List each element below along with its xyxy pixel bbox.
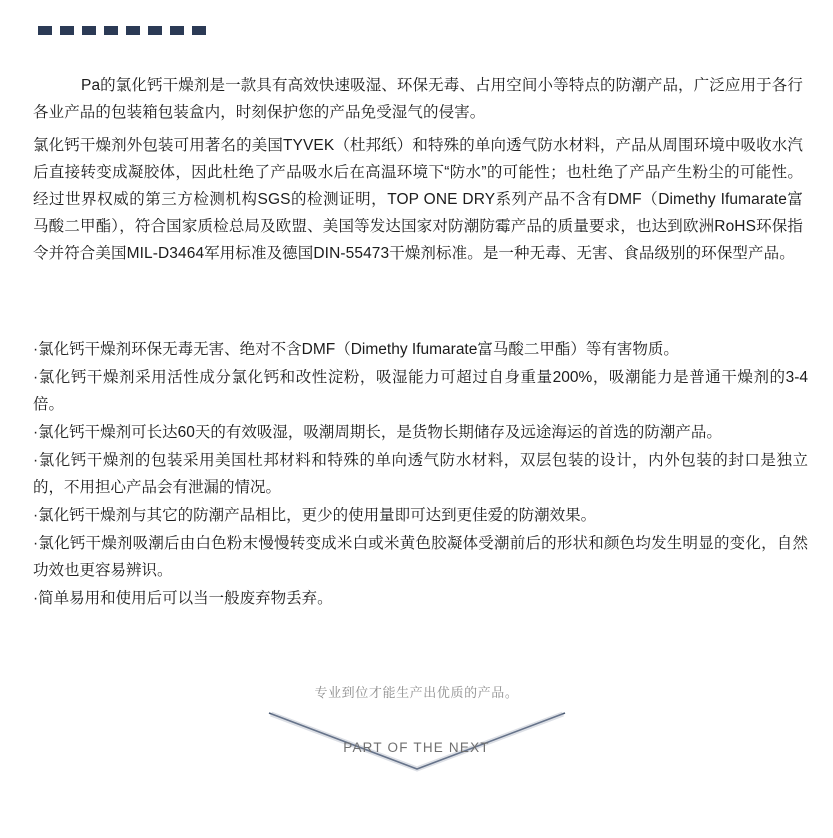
list-item: ·氯化钙干燥剂环保无毒无害、绝对不含DMF（Dimethy Ifumarate富马酸二甲酯）等有害物质。: [33, 341, 679, 358]
dash-mark-7: [170, 26, 184, 35]
dash-mark-4: [104, 26, 118, 35]
dash-mark-8: [192, 26, 206, 35]
feature-list: [33, 336, 808, 613]
list-item: ·氯化钙干燥剂采用活性成分氯化钙和改性淀粉，吸湿能力可超过自身重量200%，吸潮能力是普通干燥剂的3-4倍。: [33, 369, 808, 413]
list-item: ·氯化钙干燥剂吸潮后由白色粉末慢慢转变成米白或米黄色胶凝体受潮前后的形状和颜色均发生明显的变化，自然功效也更容易辨识。: [33, 535, 808, 579]
body-text-block: [33, 72, 803, 273]
list-item: ·氯化钙干燥剂与其它的防潮产品相比，更少的使用量即可达到更佳爱的防潮效果。: [33, 507, 597, 524]
list-item: ·氯化钙干燥剂的包装采用美国杜邦材料和特殊的单向透气防水材料，双层包装的设计，内外包装的封口是独立的，不用担心产品会有泄漏的情况。: [33, 452, 808, 496]
decorative-dash-row: [38, 26, 206, 35]
footer-tagline-cn: 专业到位才能生产出优质的产品。: [314, 685, 519, 700]
list-item: ·氯化钙干燥剂可长达60天的有效吸湿，吸潮周期长，是货物长期储存及远途海运的首选的防潮产品。: [33, 424, 722, 441]
footer: [0, 682, 833, 773]
dash-mark-3: [82, 26, 96, 35]
footer-tagline-en: PART OF THE NEXT: [343, 740, 490, 755]
dash-mark-6: [148, 26, 162, 35]
paragraph-intro: Pa的氯化钙干燥剂是一款具有高效快速吸湿、环保无毒、占用空间小等特点的防潮产品，广泛应用于各行各业产品的包装箱包装盒内，时刻保护您的产品免受湿气的侵害。: [33, 77, 803, 121]
paragraph-details: 氯化钙干燥剂外包装可用著名的美国TYVEK（杜邦纸）和特殊的单向透气防水材料，产品从周围环境中吸收水汽后直接转变成凝胶体，因此杜绝了产品吸水后在高温环境下“防水”的可能性；也杜绝了产品产生粉尘的可能性。经过世界权威的第三方检测机构SGS的检测证明，TOP ONE DRY系列产品不含有DMF（Dimethy Ifumarate富马酸二甲酯），符合国家质检总局及欧盟、美国等发达国家对防潮防霉产品的质量要求，也达到欧洲RoHS环保指令并符合美国MIL-D3464军用标准及德国DIN-55473干燥剂标准。是一种无毒、无害、食品级别的环保型产品。: [33, 137, 803, 262]
dash-mark-1: [38, 26, 52, 35]
dash-mark-2: [60, 26, 74, 35]
list-item: ·简单易用和使用后可以当一般废弃物丢弃。: [33, 590, 333, 607]
dash-mark-5: [126, 26, 140, 35]
